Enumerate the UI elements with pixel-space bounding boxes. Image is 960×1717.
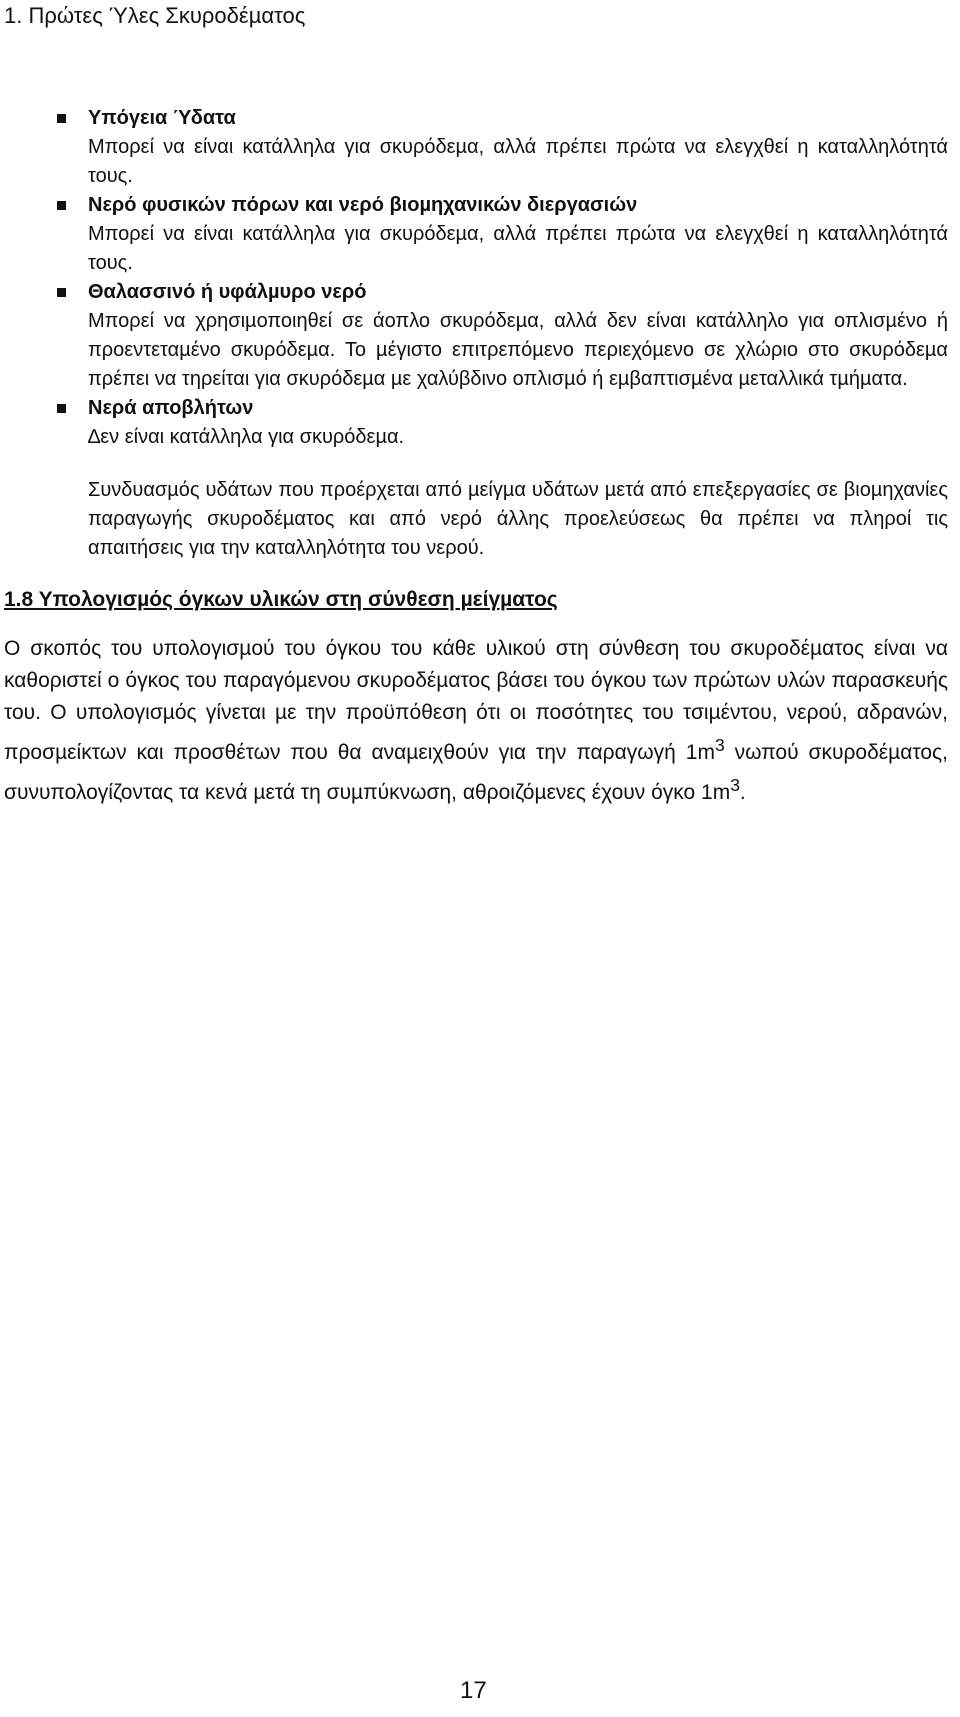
square-bullet-icon xyxy=(57,201,66,210)
list-item xyxy=(48,191,948,278)
section-heading: 1.8 Υπολογισµός όγκων υλικών στη σύνθεση µείγµατος xyxy=(4,588,558,611)
list-item-body: ∆εν είναι κατάλληλα για σκυρόδεµα. xyxy=(88,426,405,448)
superscript-exponent: 3 xyxy=(730,775,740,795)
square-bullet-icon xyxy=(57,288,66,297)
list-item xyxy=(48,278,948,394)
list-item-body: Μπορεί να είναι κατάλληλα για σκυρόδεµα, αλλά πρέπει πρώτα να ελεγχθεί η καταλληλότητά τους. xyxy=(88,223,948,274)
page-number: 17 xyxy=(460,1677,487,1704)
section-paragraph-text-3: . xyxy=(739,781,746,804)
section-paragraph-text-1: Ο σκοπός του υπολογισµού του όγκου του κάθε υλικού στη σύνθεση του σκυροδέµατος είναι να καθοριστεί ο όγκος του παραγόµενου σκυροδέµατος βάσει του όγκου των πρώτων υλών παρασκευής του. Ο υπολογισµός γίνεται µε την προϋπόθεση ότι οι ποσότητες του τσιµέντου, νερού, αδρανών, προσµείκτων και προσθέτων που θα αναµειχθούν για την παραγωγή 1m xyxy=(4,637,948,764)
list-item-body: Μπορεί να είναι κατάλληλα για σκυρόδεµα, αλλά πρέπει πρώτα να ελεγχθεί η καταλληλότητά τους. xyxy=(88,136,948,187)
section-paragraph-text-2: νωπού σκυροδέµατος, συνυπολογίζοντας τα κενά µετά τη συµπύκνωση, αθροιζόµενες έχουν όγκο 1m xyxy=(4,741,949,804)
list-item-title: Θαλασσινό ή υφάλµυρο νερό xyxy=(88,281,367,303)
list-item-title: Νερά αποβλήτων xyxy=(88,397,254,419)
list-item-body: Μπορεί να χρησιµοποιηθεί σε άοπλο σκυρόδεµα, αλλά δεν είναι κατάλληλο για οπλισµένο ή προεντεταµένο σκυρόδεµα. Το µέγιστο επιτρεπόµενο περιεχόµενο σε χλώριο στο σκυρόδεµα πρέπει να τηρείται για σκυρόδεµα µε χαλύβδινο οπλισµό ή εµβαπτισµένα µεταλλικά τµήµατα. xyxy=(88,310,948,390)
square-bullet-icon xyxy=(57,404,66,413)
list-item xyxy=(48,394,948,452)
superscript-exponent: 3 xyxy=(714,735,725,755)
water-combination-paragraph: Συνδυασµός υδάτων που προέρχεται από µείγµα υδάτων µετά από επεξεργασίες σε βιοµηχανίες παραγωγής σκυροδέµατος και από νερό άλλης προελεύσεως θα πρέπει να πληροί τις απαιτήσεις για την καταλληλότητα του νερού. xyxy=(88,479,948,559)
list-item xyxy=(48,104,948,191)
water-types-list xyxy=(48,104,948,452)
square-bullet-icon xyxy=(57,114,66,123)
section-paragraph xyxy=(4,633,948,809)
list-item-title: Νερό φυσικών πόρων και νερό βιοµηχανικών διεργασιών xyxy=(88,194,638,216)
list-item-title: Υπόγεια Ύδατα xyxy=(88,107,236,129)
running-header-title: 1. Πρώτες Ύλες Σκυροδέµατος xyxy=(4,3,306,28)
